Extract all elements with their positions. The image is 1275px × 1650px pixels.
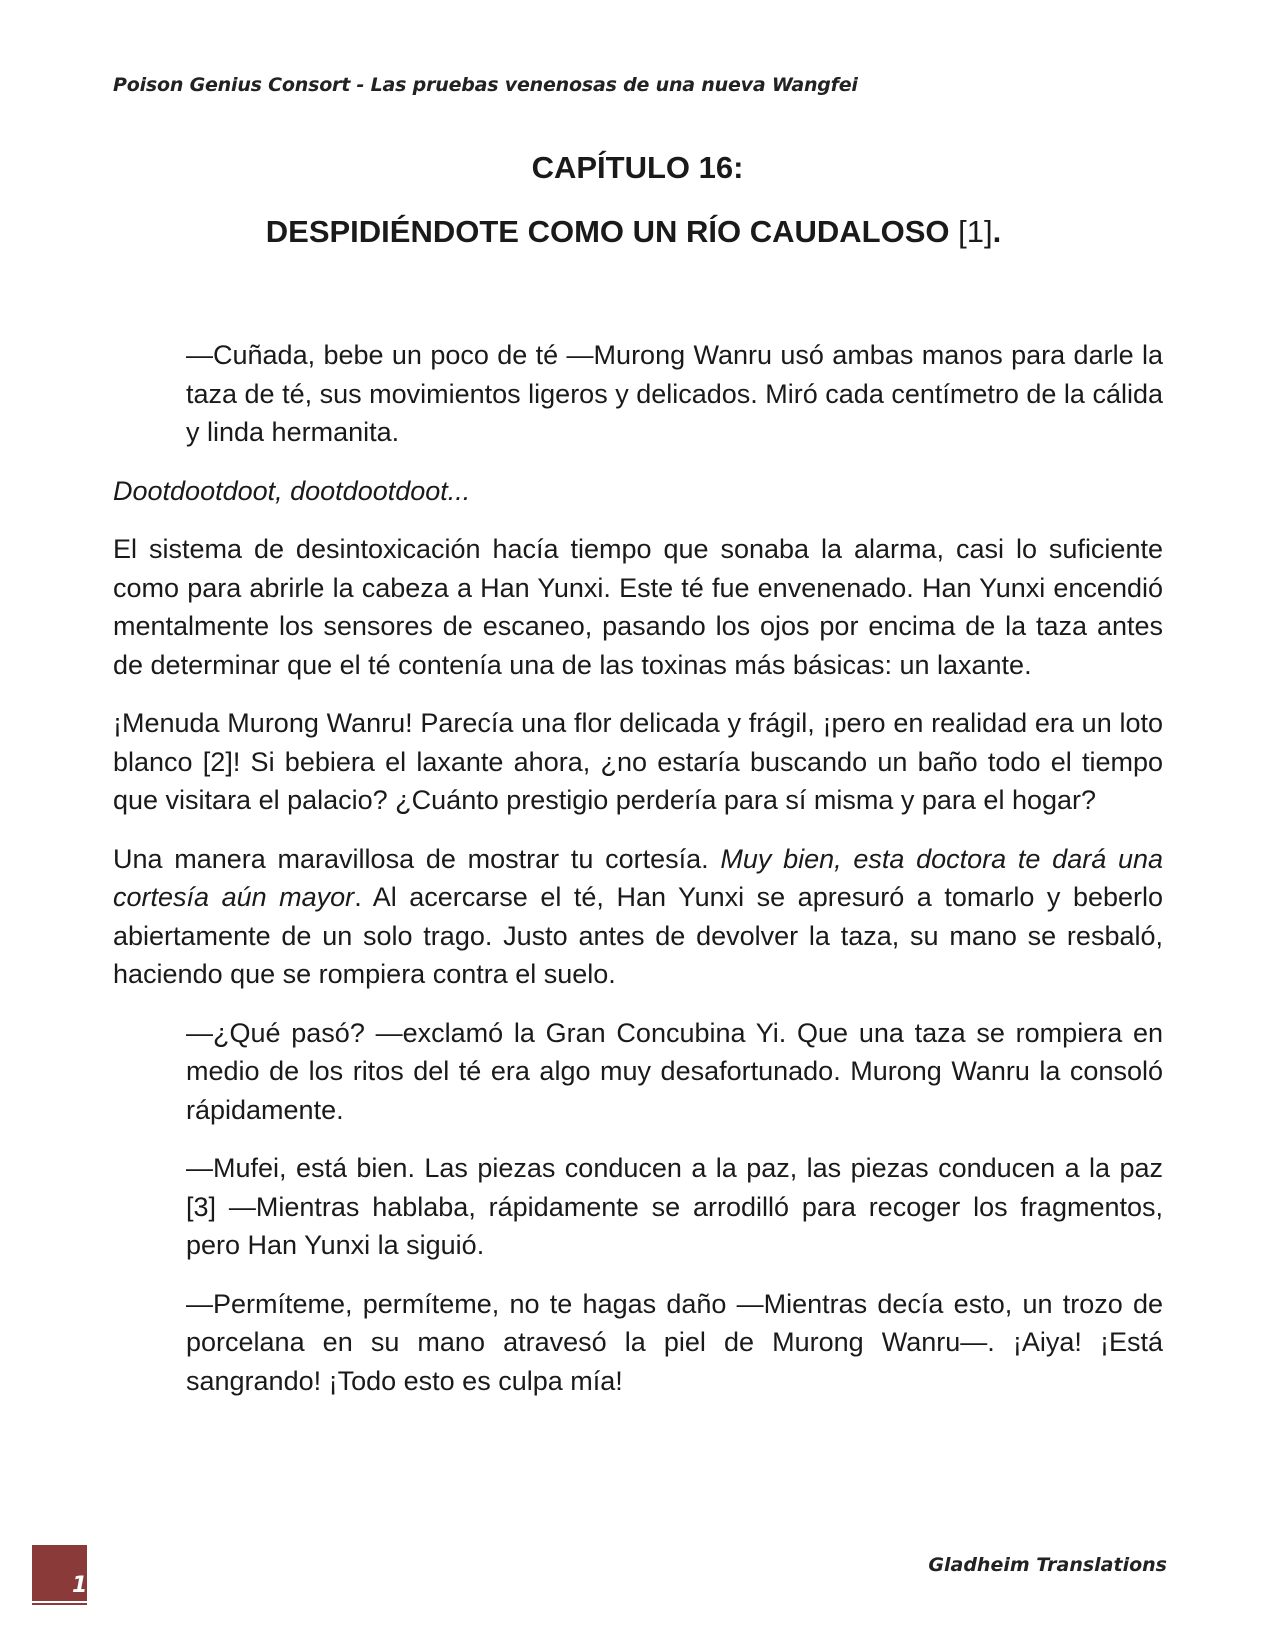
- chapter-title: [0, 214, 1271, 250]
- paragraph-narration-2: ¡Menuda Murong Wanru! Parecía una flor delicada y frágil, ¡pero en realidad era un loto blanco [2]! Si bebiera el laxante ahora, ¿no estaría buscando un baño todo el tiempo que visitara el palacio? ¿Cuánto prestigio perdería para sí misma y para el hogar?: [113, 708, 1163, 815]
- footer-credit: Gladheim Translations: [928, 1554, 1167, 1576]
- paragraph-dialogue-1: —Cuñada, bebe un poco de té —Murong Wanru usó ambas manos para darle la taza de té, sus movimientos ligeros y delicados. Miró cada centímetro de la cálida y linda hermanita.: [186, 340, 1163, 447]
- chapter-body: [113, 336, 1163, 1420]
- paragraph-dialogue-2: —¿Qué pasó? —exclamó la Gran Concubina Yi. Que una taza se rompiera en medio de los ritos del té era algo muy desafortunado. Murong Wanru la consoló rápidamente.: [186, 1017, 1163, 1125]
- paragraph-narration-3-a: Una manera maravillosa de mostrar tu cortesía.: [113, 843, 721, 874]
- paragraph-narration-3-thought: Muy bien, esta doctora te dará una cortesía aún mayor: [113, 843, 1164, 912]
- chapter-title-footnote-ref[interactable]: [1]: [958, 214, 993, 249]
- chapter-title-period: .: [992, 214, 1002, 249]
- paragraph-narration-3-c: . Al acercarse el té, Han Yunxi se apresuró a tomarlo y beberlo abiertamente de un solo trago. Justo antes de devolver la taza, su mano se resbaló, haciendo que se rompiera contra el suelo.: [113, 882, 1164, 989]
- paragraph-narration-3: [113, 840, 1163, 994]
- paragraph-narration-1: El sistema de desintoxicación hacía tiempo que sonaba la alarma, casi lo suficiente como para abrirle la cabeza a Han Yunxi. Este té fue envenenado. Han Yunxi encendió mentalmente los sensores de escaneo, pasando los ojos por encima de la taza antes de determinar que el té contenía una de las toxinas más básicas: un laxante.: [113, 534, 1163, 680]
- chapter-number: CAPÍTULO 16:: [531, 150, 744, 185]
- page-number-underline: [32, 1603, 87, 1605]
- paragraph-dialogue-4: —Permíteme, permíteme, no te hagas daño —Mientras decía esto, un trozo de porcelana en su mano atravesó la piel de Murong Wanru—. ¡Aiya! ¡Está sangrando! ¡Todo esto es culpa mía!: [186, 1288, 1163, 1396]
- running-header: Poison Genius Consort - Las pruebas venenosas de una nueva Wangfei: [113, 74, 858, 96]
- page-number: 1: [72, 1573, 88, 1598]
- paragraph-dialogue-3: —Mufei, está bien. Las piezas conducen a la paz, las piezas conducen a la paz [3] —Mientras hablaba, rápidamente se arrodilló para recoger los fragmentos, pero Han Yunxi la siguió.: [186, 1153, 1163, 1260]
- chapter-title-text: DESPIDIÉNDOTE COMO UN RÍO CAUDALOSO: [265, 214, 950, 249]
- paragraph-alarm-sound: Dootdootdoot, dootdootdoot...: [113, 475, 471, 506]
